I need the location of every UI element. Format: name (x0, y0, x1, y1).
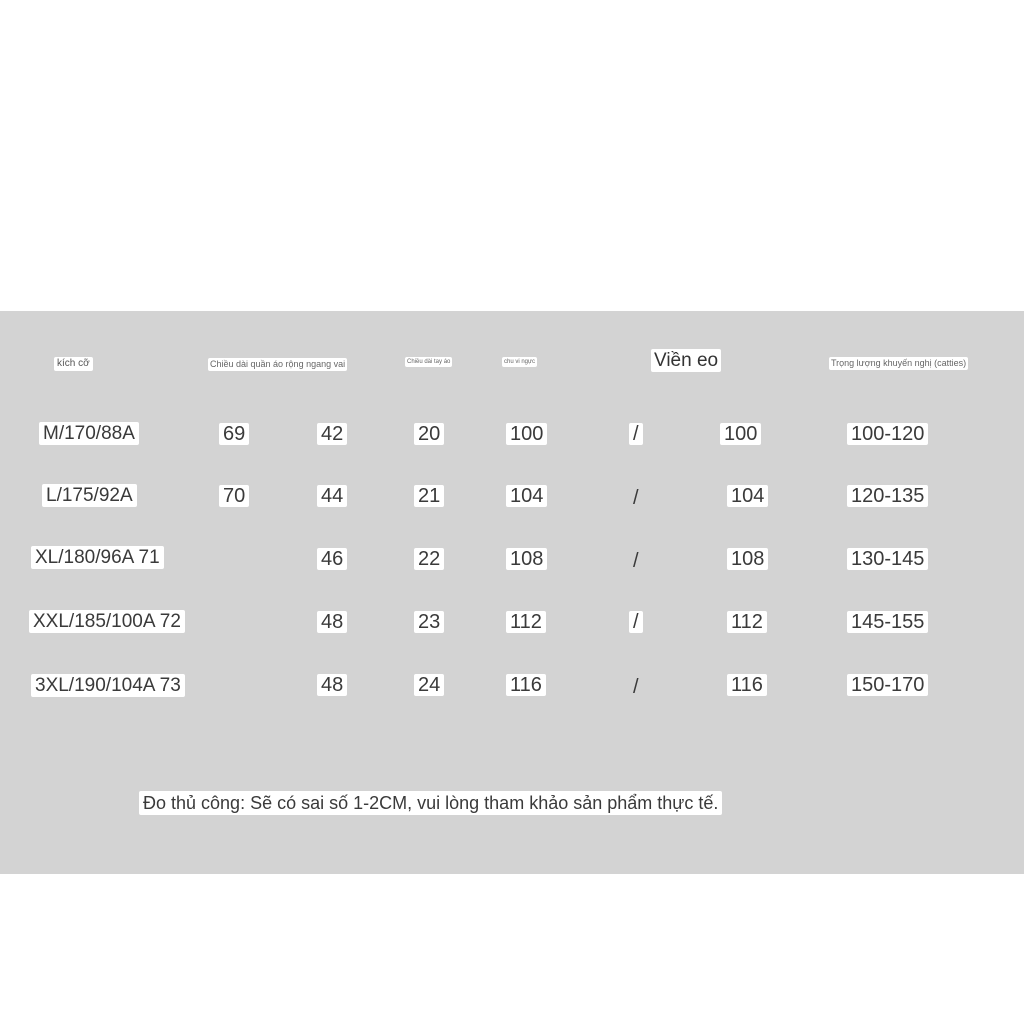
slash-cell: / (633, 676, 639, 698)
slash-cell: / (633, 550, 639, 572)
length-cell: 70 (219, 485, 249, 507)
weight-cell: 100-120 (847, 423, 928, 445)
size-cell: L/175/92A (42, 484, 137, 507)
size-cell: XXL/185/100A 72 (29, 610, 185, 633)
width-cell: 48 (317, 674, 347, 696)
chest-cell: 108 (506, 548, 547, 570)
slash-cell: / (629, 611, 643, 633)
slash-cell: / (629, 423, 643, 445)
length-cell: 69 (219, 423, 249, 445)
chest-cell: 112 (506, 611, 546, 633)
weight-cell: 145-155 (847, 611, 928, 633)
header-length-width-shoulder: Chiều dài quần áo rộng ngang vai (210, 359, 346, 369)
hem-cell: 112 (727, 611, 767, 633)
width-cell: 42 (317, 423, 347, 445)
size-chart-panel (0, 311, 1024, 874)
header-sleeve: Chiều dài tay áo (407, 359, 451, 365)
sleeve-cell: 22 (414, 548, 444, 570)
chest-cell: 104 (506, 485, 547, 507)
size-cell: 3XL/190/104A 73 (31, 674, 185, 697)
width-cell: 46 (317, 548, 347, 570)
sleeve-cell: 23 (414, 611, 444, 633)
header-chest: chu vi ngực (504, 359, 536, 365)
size-cell: M/170/88A (39, 422, 139, 445)
sleeve-cell: 20 (414, 423, 444, 445)
weight-cell: 130-145 (847, 548, 928, 570)
sleeve-cell: 21 (414, 485, 444, 507)
sleeve-cell: 24 (414, 674, 444, 696)
header-size: kích cỡ (54, 357, 93, 371)
hem-cell: 104 (727, 485, 768, 507)
weight-cell: 120-135 (847, 485, 928, 507)
width-cell: 48 (317, 611, 347, 633)
width-cell: 44 (317, 485, 347, 507)
header-weight: Trọng lượng khuyến nghị (catties) (831, 358, 967, 368)
header-hem: Viền eo (651, 349, 721, 372)
hem-cell: 116 (727, 674, 767, 696)
size-cell: XL/180/96A 71 (31, 546, 164, 569)
hem-cell: 108 (727, 548, 768, 570)
measurement-note: Đo thủ công: Sẽ có sai số 1-2CM, vui lòng tham khảo sản phẩm thực tế. (139, 791, 722, 815)
weight-cell: 150-170 (847, 674, 928, 696)
chest-cell: 100 (506, 423, 547, 445)
chest-cell: 116 (506, 674, 546, 696)
hem-cell: 100 (720, 423, 761, 445)
slash-cell: / (633, 487, 639, 509)
